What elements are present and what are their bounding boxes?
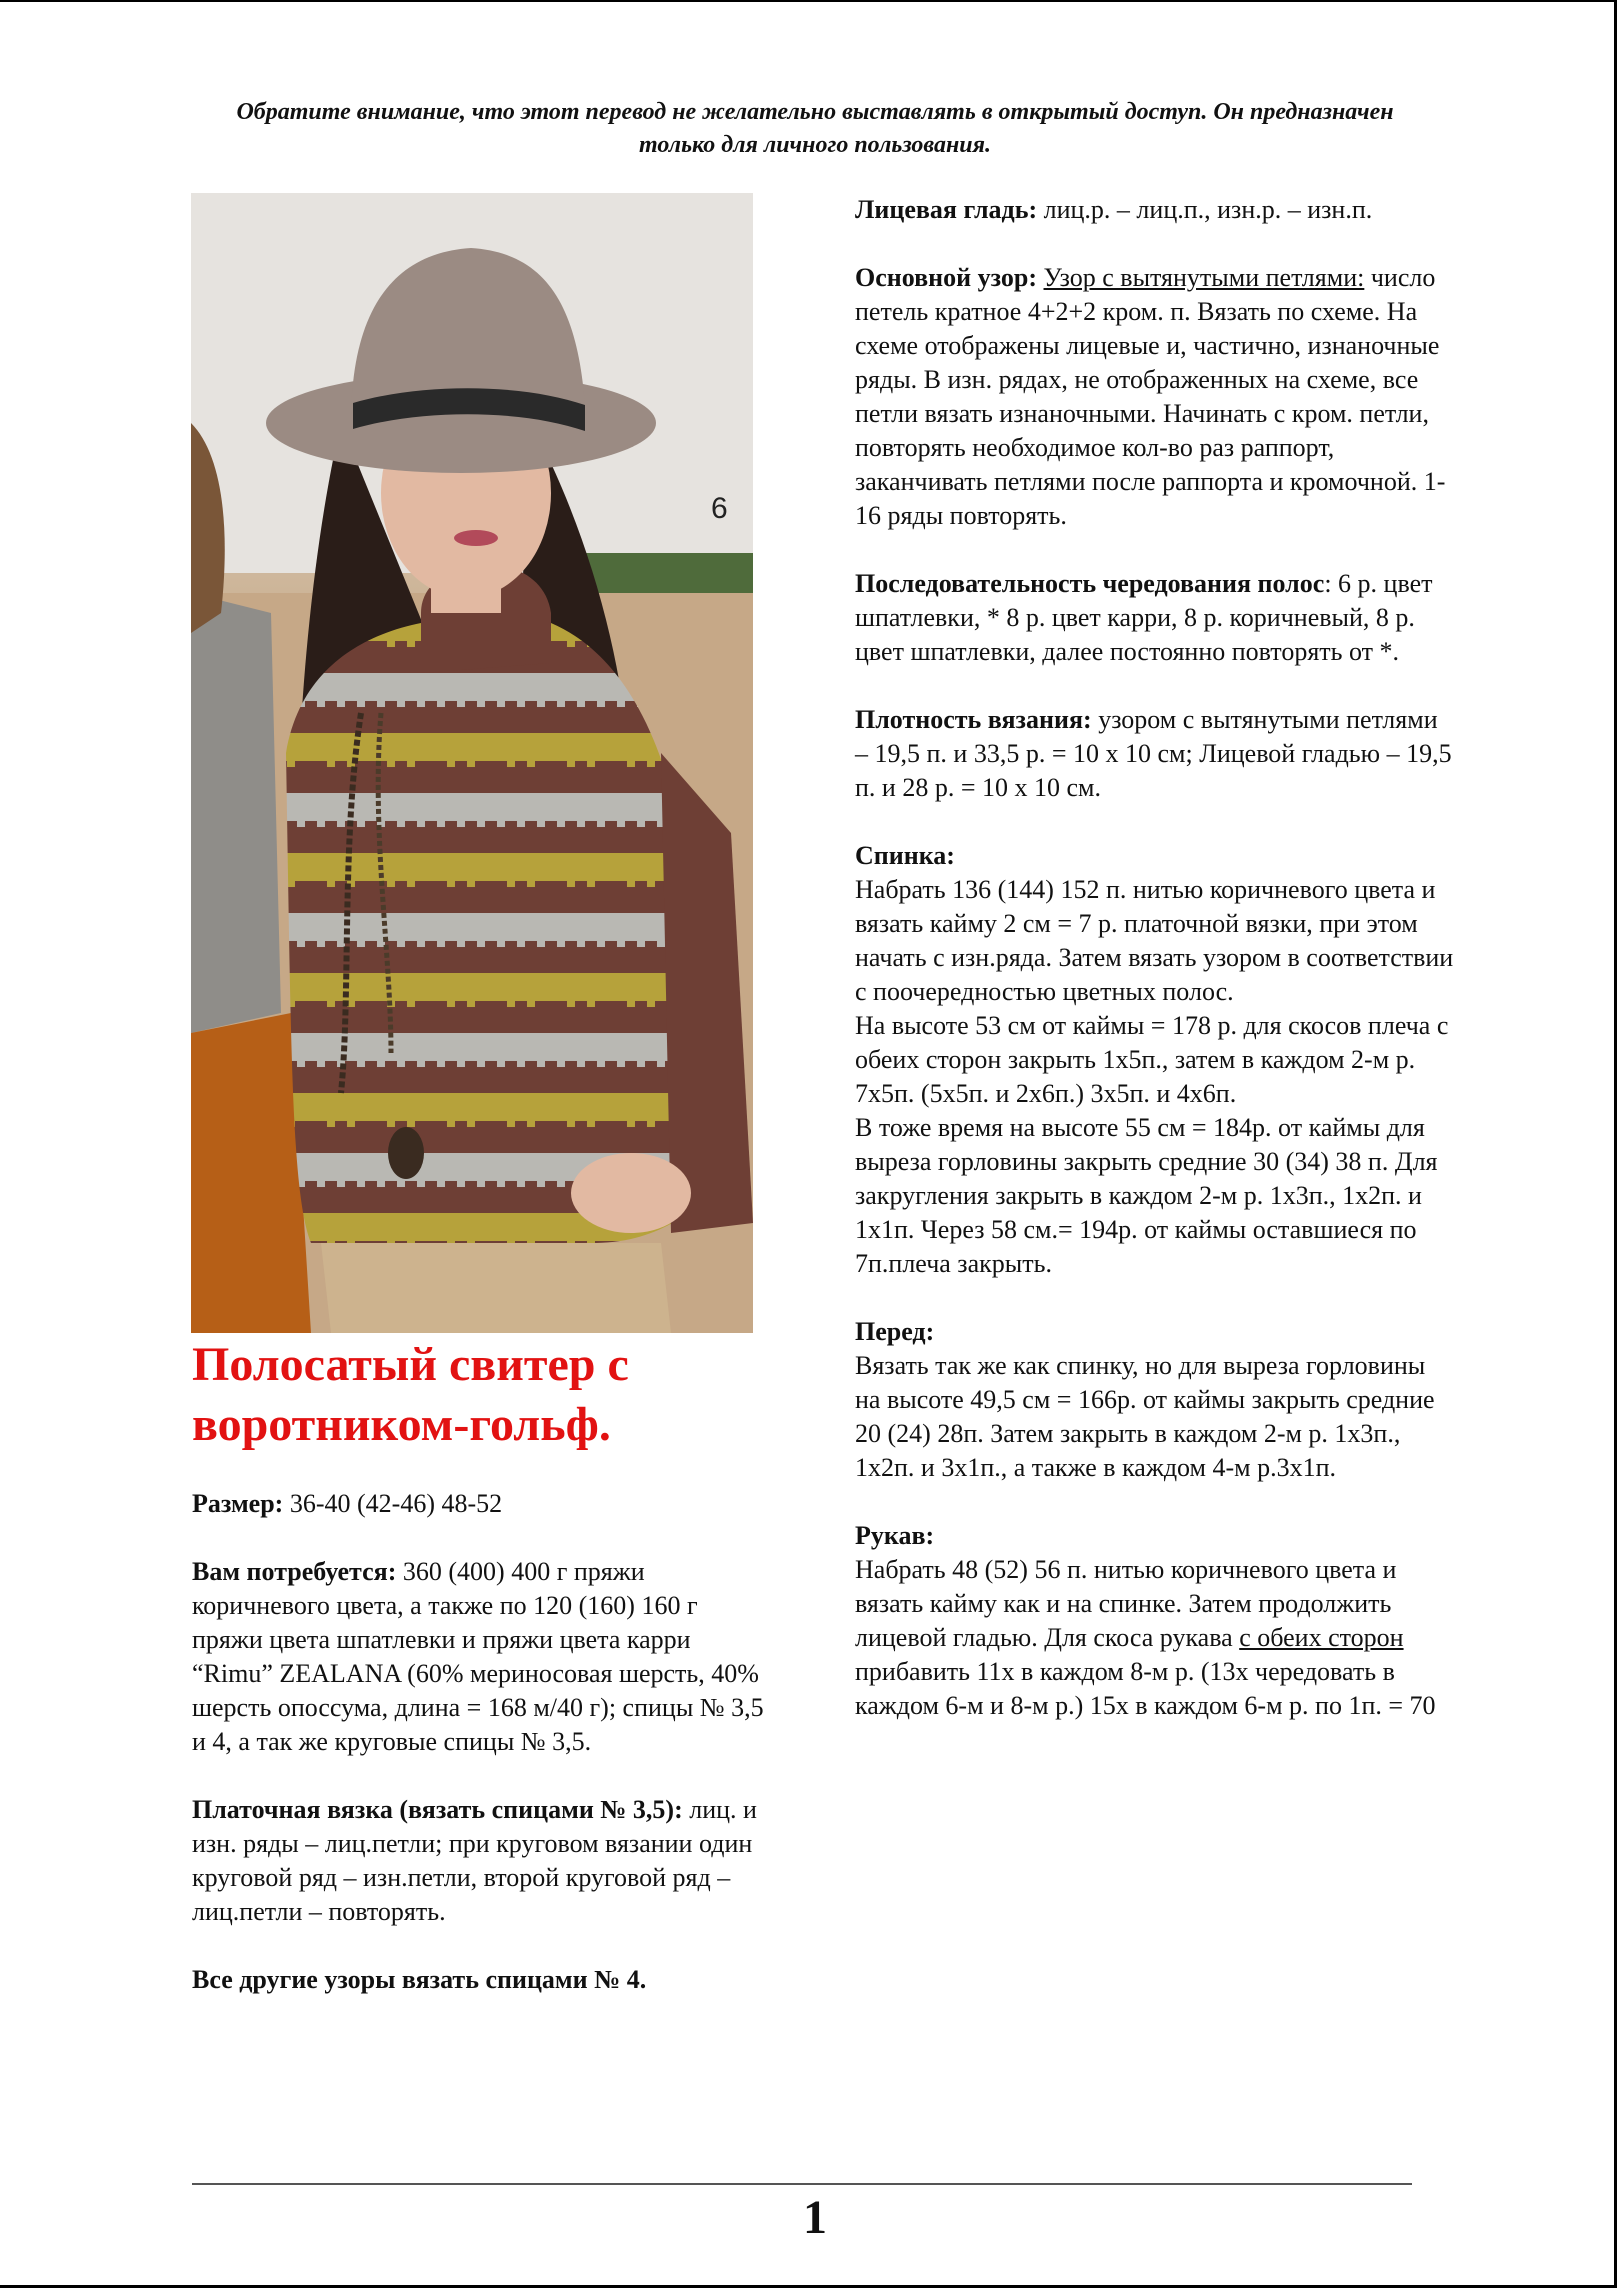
materials-paragraph (192, 1555, 772, 1759)
stockinette-label: Лицевая гладь: (855, 195, 1038, 224)
page-title: Полосатый свитер с воротником-гольф. (192, 1338, 629, 1451)
materials-value: 360 (400) 400 г пряжи коричневого цвета, а также по 120 (160) 160 г пряжи цвета шпатлевки и пряжи цвета карри “Rimu” ZEALANA (60% мериносовая шерсть, 40% шерсть опоссума, длина = 168 м/40 г); спицы № 3,5 и 4, а так же круговые спицы № 3,5. (192, 1557, 764, 1756)
garter-label: Платочная вязка (вязать спицами № 3,5): (192, 1795, 683, 1824)
left-column (192, 1335, 772, 1997)
stripe-sequence-paragraph (855, 567, 1455, 669)
front-paragraph: Вязать так же как спинку, но для выреза горловины на высоте 49,5 см = 166р. от каймы закрыть средние 20 (24) 28п. Затем закрыть в каждом 2-м р. 1х3п., 1х2п. и 3х1п., а также в каждом 4-м р.3х1п. (855, 1351, 1435, 1482)
garter-paragraph (192, 1793, 772, 1929)
back-paragraph-2: На высоте 53 см от каймы = 178 р. для скосов плеча с обеих сторон закрыть 1х5п., затем в каждом 2-м р. 7х5п. (5х5п. и 2х6п.) 3х5п. и 4х6п. (855, 1011, 1449, 1108)
other-patterns-text: Все другие узоры вязать спицами № 4. (192, 1965, 647, 1994)
sleeve-paragraph (855, 1553, 1455, 1723)
front-heading (855, 1315, 1455, 1349)
model-photo-illustration (191, 193, 753, 1333)
right-column (855, 193, 1455, 1723)
main-pattern-label: Основной узор: (855, 263, 1038, 292)
back-paragraph-1: Набрать 136 (144) 152 п. нитью коричневого цвета и вязать кайму 2 см = 7 р. платочной вязки, при этом начать с изн.ряда. Затем вязать узором в соответствии с поочередностью цветных полос. (855, 875, 1454, 1006)
gauge-value: узором с вытянутыми петлями – 19,5 п. и 33,5 р. = 10 х 10 см; Лицевой гладью – 19,5 п. и 28 р. = 10 х 10 см. (855, 705, 1452, 802)
back-label: Спинка: (855, 841, 955, 870)
stockinette-paragraph (855, 193, 1455, 227)
stockinette-value: лиц.р. – лиц.п., изн.р. – изн.п. (1037, 195, 1373, 224)
footer-divider (192, 2183, 1412, 2185)
gauge-paragraph (855, 703, 1455, 805)
size-label: Размер: (192, 1489, 284, 1518)
main-pattern-value: число петель кратное 4+2+2 кром. п. Вязать по схеме. На схеме отображены лицевые и, частично, изнаночные ряды. В изн. рядах, не отображенных на схеме, все петли вязать изнаночными. Начинать с кром. петли, повторять необходимое кол-во раз раппорт, заканчивать петлями после раппорта и кромочной. 1-16 ряды повторять. (855, 263, 1446, 530)
sleeve-heading (855, 1519, 1455, 1553)
back-paragraph-3: В тоже время на высоте 55 см = 184р. от каймы для выреза горловины закрыть средние 30 (34) 38 п. Для закругления закрыть в каждом 2-м р. 1х3п., 1х2п. и 1х1п. Через 58 см.= 194р. от каймы оставшиеся по 7п.плеча закрыть. (855, 1113, 1438, 1278)
sleeve-text-a: Набрать 48 (52) 56 п. нитью коричневого цвета и вязать кайму как и на спинке. Затем продолжить лицевой гладью. Для скоса рукава (855, 1555, 1397, 1652)
main-pattern-paragraph (855, 261, 1455, 533)
sleeve-link: с обеих сторон (1239, 1623, 1404, 1652)
garter-value: лиц. и изн. ряды – лиц.петли; при круговом вязании один круговой ряд – изн.петли, второй круговой ряд – лиц.петли – повторять. (192, 1795, 757, 1926)
translation-notice: Обратите внимание, что этот перевод не желательно выставлять в открытый доступ. Он предназначен только для личного пользования. (236, 99, 1394, 158)
size-value: 36-40 (42-46) 48-52 (283, 1489, 503, 1518)
main-pattern-link: Узор с вытянутыми петлями: (1043, 263, 1365, 292)
stripe-sequence-label: Последовательность чередования полос (855, 569, 1325, 598)
model-photo (191, 193, 753, 1333)
materials-label: Вам потребуется: (192, 1557, 397, 1586)
page-number: 1 (803, 2191, 827, 2244)
gauge-label: Плотность вязания: (855, 705, 1092, 734)
other-patterns-paragraph (192, 1963, 772, 1997)
sleeve-label: Рукав: (855, 1521, 935, 1550)
front-label: Перед: (855, 1317, 935, 1346)
sleeve-text-b: прибавить 11х в каждом 8-м р. (13х чередовать в каждом 6-м и 8-м р.) 15х в каждом 6-м р. по 1п. = 70 (855, 1657, 1436, 1720)
back-heading (855, 839, 1455, 873)
photo-number-label: 6 (711, 492, 728, 525)
stripe-sequence-value: : 6 р. цвет шпатлевки, * 8 р. цвет карри, 8 р. коричневый, 8 р. цвет шпатлевки, далее постоянно повторять от *. (855, 569, 1433, 666)
size-paragraph (192, 1487, 772, 1521)
